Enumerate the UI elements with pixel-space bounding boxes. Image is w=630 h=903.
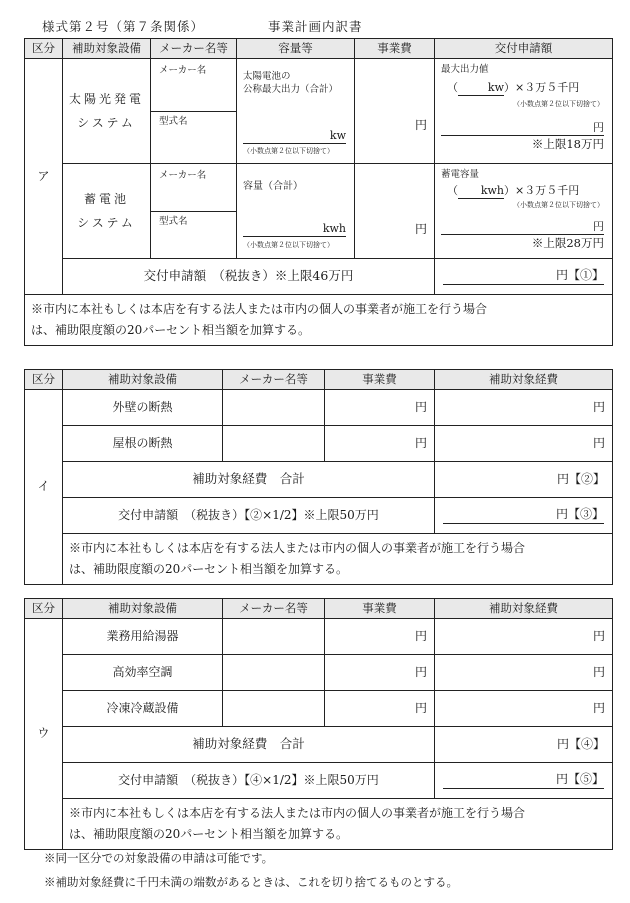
section-u-label: ウ <box>25 619 63 850</box>
battery-model-label: 型式名 <box>159 215 188 227</box>
section-u-note <box>63 799 613 850</box>
section-u-apply-label: 交付申請額 （税抜き）【④×1/2】※上限50万円 <box>63 763 435 799</box>
table-row <box>25 655 613 691</box>
section-u-table <box>24 598 613 850</box>
eligible-cell[interactable]: 円 <box>435 619 613 655</box>
battery-name-line2: システム <box>77 216 136 230</box>
section-u-apply-cell[interactable] <box>435 763 613 799</box>
section-a-note <box>25 295 613 346</box>
maker-cell[interactable] <box>223 619 325 655</box>
cost-cell[interactable]: 円 <box>325 390 435 426</box>
header-equipment: 補助対象設備 <box>63 39 151 59</box>
section-i-subtotal-label: 補助対象経費 合計 <box>63 462 435 498</box>
section-a-total-label: 交付申請額 （税抜き）※上限46万円 <box>63 259 435 295</box>
section-a-note-line1: ※市内に本社もしくは本店を有する法人または市内の個人の事業者が施工を行う場合 <box>31 302 488 316</box>
solar-model-label: 型式名 <box>159 115 188 127</box>
maker-cell[interactable] <box>223 390 325 426</box>
section-u-note-line1: ※市内に本社もしくは本店を有する法人または市内の個人の事業者が施工を行う場合 <box>69 806 526 820</box>
section-a-note-line2: は、補助限度額の20パーセント相当額を加算する。 <box>31 323 311 337</box>
header-maker: メーカー名等 <box>151 39 237 59</box>
cost-cell[interactable]: 円 <box>325 619 435 655</box>
battery-system-name <box>63 164 151 259</box>
section-a-total-cell[interactable] <box>435 259 613 295</box>
solar-capacity-unit: kw <box>243 129 346 144</box>
solar-grant-formula-line <box>447 81 579 96</box>
battery-capacity-label: 容量（合計） <box>243 181 303 192</box>
header-cost: 事業費 <box>325 599 435 619</box>
section-u-header-row <box>25 599 613 619</box>
maker-cell[interactable] <box>223 426 325 462</box>
solar-grant-title: 最大出力値 <box>441 64 489 75</box>
section-a-label: ア <box>25 59 63 295</box>
solar-grant-note: （小数点第２位以下切捨て） <box>513 100 604 108</box>
solar-grant-cell[interactable] <box>435 59 613 164</box>
section-i-apply-label: 交付申請額 （税抜き）【②×1/2】※上限50万円 <box>63 498 435 534</box>
section-i-subtotal-value[interactable]: 円【②】 <box>435 462 613 498</box>
solar-system-name <box>63 59 151 164</box>
equipment-name: 業務用給湯器 <box>63 619 223 655</box>
section-i-apply-value: 円【③】 <box>443 507 604 524</box>
solar-maker-cell[interactable] <box>151 59 237 112</box>
section-i-table <box>24 369 613 585</box>
equipment-name: 冷凍冷蔵設備 <box>63 691 223 727</box>
battery-grant-note: （小数点第２位以下切捨て） <box>513 201 604 209</box>
section-a-table <box>24 38 613 346</box>
cost-cell[interactable]: 円 <box>325 426 435 462</box>
table-row <box>25 390 613 426</box>
battery-grant-limit: ※上限28万円 <box>531 236 604 250</box>
battery-grant-formula: ）×３万５千円 <box>504 184 580 197</box>
section-i-note-line1: ※市内に本社もしくは本店を有する法人または市内の個人の事業者が施工を行う場合 <box>69 541 526 555</box>
section-i-label: イ <box>25 390 63 585</box>
header-grant: 交付申請額 <box>435 39 613 59</box>
header-eligible: 補助対象経費 <box>435 599 613 619</box>
solar-capacity-note: （小数点第２位以下切捨て） <box>243 147 334 155</box>
solar-grant-limit: ※上限18万円 <box>531 137 604 151</box>
header-category: 区分 <box>25 599 63 619</box>
header-maker: メーカー名等 <box>223 599 325 619</box>
cost-cell[interactable]: 円 <box>325 691 435 727</box>
battery-grant-title: 蓄電容量 <box>441 169 480 180</box>
solar-cost-cell[interactable]: 円 <box>355 59 435 164</box>
footnote-2: ※補助対象経費に千円未満の端数があるときは、これを切り捨てるものとする。 <box>44 875 458 889</box>
eligible-cell[interactable]: 円 <box>435 390 613 426</box>
form-number: 様式第２号（第７条関係） <box>42 19 205 34</box>
equipment-name: 高効率空調 <box>63 655 223 691</box>
battery-grant-cell[interactable] <box>435 164 613 259</box>
section-u-subtotal-label: 補助対象経費 合計 <box>63 727 435 763</box>
section-u-subtotal-value[interactable]: 円【④】 <box>435 727 613 763</box>
header-maker: メーカー名等 <box>223 370 325 390</box>
battery-grant-unit: kwh <box>458 184 504 199</box>
table-row <box>25 426 613 462</box>
maker-cell[interactable] <box>223 655 325 691</box>
section-a-header-row <box>25 39 613 59</box>
solar-name-line2: システム <box>77 116 136 130</box>
section-u-apply-value: 円【⑤】 <box>443 772 604 789</box>
eligible-cell[interactable]: 円 <box>435 426 613 462</box>
solar-maker-label: メーカー名 <box>159 65 207 76</box>
battery-model-cell[interactable] <box>151 211 237 259</box>
header-cost: 事業費 <box>325 370 435 390</box>
battery-grant-open: （ <box>447 184 458 197</box>
battery-name-line1: 蓄電池 <box>83 192 129 206</box>
page-title: 事業計画内訳書 <box>268 19 363 34</box>
solar-capacity-cell[interactable] <box>237 59 355 164</box>
solar-model-cell[interactable] <box>151 111 237 164</box>
battery-capacity-unit: kwh <box>243 222 346 237</box>
battery-grant-yen: 円 <box>441 220 604 235</box>
header-equipment: 補助対象設備 <box>63 370 223 390</box>
battery-capacity-cell[interactable] <box>237 164 355 259</box>
battery-cost-cell[interactable]: 円 <box>355 164 435 259</box>
battery-maker-cell[interactable] <box>151 164 237 212</box>
header-eligible: 補助対象経費 <box>435 370 613 390</box>
battery-capacity-note: （小数点第２位以下切捨て） <box>243 241 334 249</box>
header-category: 区分 <box>25 39 63 59</box>
header-capacity: 容量等 <box>237 39 355 59</box>
table-row <box>25 691 613 727</box>
eligible-cell[interactable]: 円 <box>435 691 613 727</box>
equipment-name: 外壁の断熱 <box>63 390 223 426</box>
solar-capacity-label-2: 公称最大出力（合計） <box>243 84 339 95</box>
section-a-total-value: 円【①】 <box>443 268 604 285</box>
header-equipment: 補助対象設備 <box>63 599 223 619</box>
table-row <box>25 619 613 655</box>
eligible-cell[interactable]: 円 <box>435 655 613 691</box>
maker-cell[interactable] <box>223 691 325 727</box>
section-i-header-row <box>25 370 613 390</box>
section-i-note <box>63 534 613 585</box>
solar-capacity-label-1: 太陽電池の <box>243 71 291 82</box>
section-i-note-line2: は、補助限度額の20パーセント相当額を加算する。 <box>69 562 349 576</box>
cost-cell[interactable]: 円 <box>325 655 435 691</box>
header-category: 区分 <box>25 370 63 390</box>
header-cost: 事業費 <box>355 39 435 59</box>
section-i-apply-cell[interactable] <box>435 498 613 534</box>
equipment-name: 屋根の断熱 <box>63 426 223 462</box>
section-u-note-line2: は、補助限度額の20パーセント相当額を加算する。 <box>69 827 349 841</box>
solar-grant-yen: 円 <box>441 121 604 136</box>
footnote-1: ※同一区分での対象設備の申請は可能です。 <box>44 851 274 865</box>
solar-grant-formula: ）×３万５千円 <box>504 81 580 94</box>
battery-grant-formula-line <box>447 184 579 199</box>
solar-grant-open: （ <box>447 81 458 94</box>
solar-name-line1: 太陽光発電 <box>68 92 144 106</box>
solar-grant-unit: kw <box>458 81 504 96</box>
battery-maker-label: メーカー名 <box>159 170 207 181</box>
